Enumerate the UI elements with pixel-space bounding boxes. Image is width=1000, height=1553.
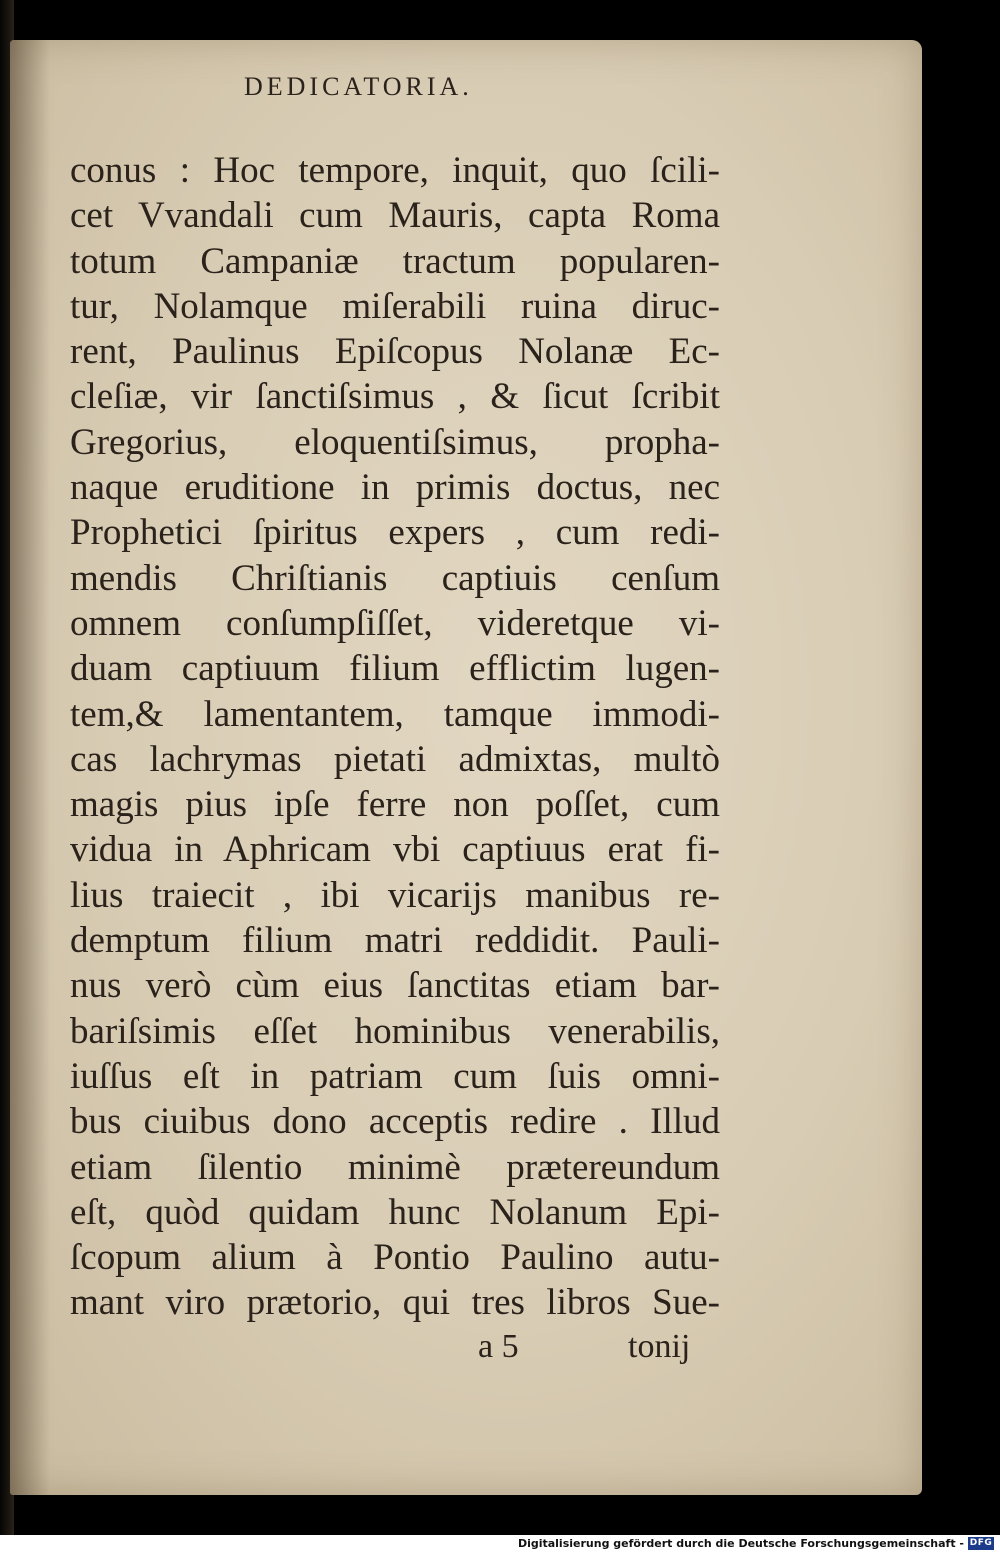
body-text xyxy=(70,148,730,1326)
text-line: eſt, quòd quidam hunc Nolanum Epi- xyxy=(70,1191,720,1233)
text-line: mendis Chriſtianis captiuis cenſum xyxy=(70,557,720,599)
gutter-shadow xyxy=(10,40,50,1495)
text-line: cas lachrymas pietati admixtas, multò xyxy=(70,738,720,780)
text-line: nus verò cùm eius ſanctitas etiam bar- xyxy=(70,965,720,1007)
text-line: magis pius ipſe ferre non poſſet, cum xyxy=(70,784,720,826)
text-line: conus : Hoc tempore, inquit, quo ſcili- xyxy=(70,150,720,191)
text-line: omnem conſumpſiſſet, videretque vi- xyxy=(70,602,720,644)
text-line: bus ciuibus dono acceptis redire . Illud xyxy=(70,1101,720,1143)
text-line: rent, Paulinus Epiſcopus Nolanæ Ec- xyxy=(70,331,720,373)
text-line: totum Campaniæ tractum popularen- xyxy=(70,240,720,282)
running-head: DEDICATORIA. xyxy=(244,72,473,101)
text-line: demptum filium matri reddidit. Pauli- xyxy=(70,920,720,962)
text-line: naque eruditione in primis doctus, nec xyxy=(70,467,720,509)
text-line: ſcopum alium à Pontio Paulino autu- xyxy=(70,1237,720,1279)
text-line: tur, Nolamque miſerabili ruina diruc- xyxy=(70,285,720,327)
signature-mark: a 5 xyxy=(478,1328,519,1365)
text-line: duam captiuum filium efflictim lugen- xyxy=(70,648,720,690)
text-line: lius traiecit , ibi vicarijs manibus re- xyxy=(70,874,720,916)
catchword: tonij xyxy=(628,1328,691,1365)
text-line: mant viro prætorio, qui tres libros Sue- xyxy=(70,1282,720,1324)
text-line: Prophetici ſpiritus expers , cum redi- xyxy=(70,512,720,554)
text-line: Gregorius, eloquentiſsimus, propha- xyxy=(70,421,720,463)
text-line: etiam ſilentio minimè prætereundum xyxy=(70,1146,720,1188)
dfg-logo: DFG xyxy=(969,1538,993,1548)
text-line: cet Vvandali cum Mauris, capta Roma xyxy=(70,195,720,237)
text-line: tem,& lamentantem, tamque immodi- xyxy=(70,693,720,735)
text-line: cleſiæ, vir ſanctiſsimus , & ſicut ſcribit xyxy=(70,376,720,418)
text-line: vidua in Aphricam vbi captiuus erat fi- xyxy=(70,829,720,871)
funding-credit: Digitalisierung gefördert durch die Deutsche Forschungsgemeinschaft - xyxy=(517,1537,964,1550)
text-line: iuſſus eſt in patriam cum ſuis omni- xyxy=(70,1055,720,1097)
text-line: bariſsimis eſſet hominibus venerabilis, xyxy=(70,1010,720,1052)
